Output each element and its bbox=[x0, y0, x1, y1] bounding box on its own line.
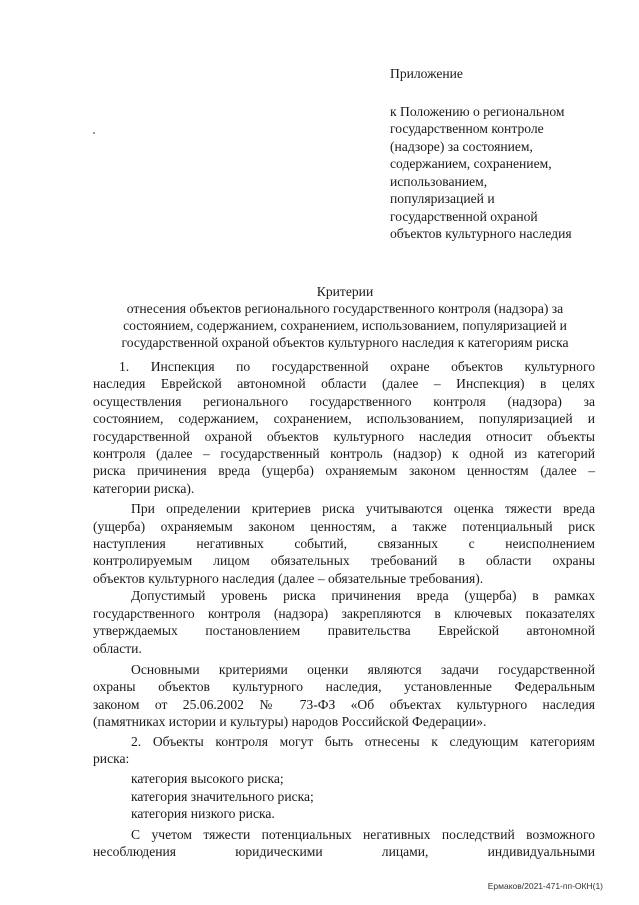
scan-speck bbox=[93, 132, 95, 134]
appendix-line: (надзоре) за состоянием, bbox=[390, 138, 533, 154]
text-line: категории риска). bbox=[93, 480, 195, 496]
appendix-line: объектов культурного наследия bbox=[390, 226, 572, 241]
text-line: государственной охраной объектов культурного наследия относит объекты bbox=[93, 428, 595, 444]
text-line: контроля (далее – государственный контроль (надзор) к одной из категорий bbox=[93, 446, 595, 462]
appendix-line: популяризацией и bbox=[390, 191, 495, 206]
document-subtitle bbox=[85, 300, 605, 351]
text-line: государственного контроля (надзора) закрепляются в ключевых показателях bbox=[93, 605, 595, 621]
document-code-footer: Ермаков/2021-471-пп-ОКН(1) bbox=[487, 881, 603, 891]
paragraph-3 bbox=[93, 587, 595, 657]
risk-category-item: категория низкого риска. bbox=[131, 806, 275, 822]
paragraph-5 bbox=[93, 733, 595, 768]
appendix-block bbox=[390, 65, 620, 243]
text-line: утверждаемых постановлением правительства Еврейской автономной bbox=[93, 623, 595, 639]
text-line: состоянием, содержанием, сохранением, использованием, популяризацией и bbox=[93, 411, 595, 427]
text-line: Допустимый уровень риска причинения вреда (ущерба) в рамках bbox=[131, 588, 595, 604]
text-line: риска причинения вреда (ущерба) охраняемым законом ценностям (далее – bbox=[93, 463, 595, 479]
text-line: объектов культурного наследия (далее – обязательные требования). bbox=[93, 570, 484, 586]
text-line: контролируемым лицом обязательных требований в области охраны bbox=[93, 553, 595, 569]
risk-category-list bbox=[93, 770, 595, 822]
text-line: 2. Объекты контроля могут быть отнесены к следующим категориям bbox=[131, 733, 595, 749]
risk-category-item: категория значительного риска; bbox=[131, 788, 314, 804]
appendix-line: государственной охраной bbox=[390, 208, 538, 224]
appendix-line: содержанием, сохранением, bbox=[390, 156, 552, 171]
text-line: охраны объектов культурного наследия, установленные Федеральным bbox=[93, 679, 595, 695]
subtitle-line: государственной охраной объектов культурного наследия к категориям риска bbox=[121, 335, 569, 350]
text-line: При определении критериев риска учитываются оценка тяжести вреда bbox=[131, 501, 595, 517]
text-line: законом от 25.06.2002 № 73-ФЗ «Об объектах культурного наследия bbox=[93, 696, 595, 712]
subtitle-line: состоянием, содержанием, сохранением, использованием, популяризацией и bbox=[123, 318, 567, 333]
text-line: несоблюдения юридическими лицами, индивидуальными bbox=[93, 843, 595, 859]
paragraph-2 bbox=[93, 500, 595, 587]
document-title: Критерии bbox=[316, 284, 374, 299]
text-line: области. bbox=[93, 640, 142, 656]
text-line: 1. Инспекция по государственной охране объектов культурного bbox=[119, 359, 595, 374]
paragraph-1 bbox=[93, 358, 595, 497]
appendix-line: использованием, bbox=[390, 173, 488, 189]
text-line: осуществления регионального государственного контроля (надзора) за bbox=[93, 393, 595, 409]
appendix-line: государственном контроле bbox=[390, 121, 544, 136]
text-line: (памятниках истории и культуры) народов Российской Федерации». bbox=[93, 714, 487, 730]
document-body bbox=[93, 358, 595, 860]
text-line: наступления негативных событий, связанных с неисполнением bbox=[93, 536, 595, 552]
paragraph-6 bbox=[93, 826, 595, 861]
text-line: (ущерба) охраняемым законом ценностям, а также потенциальный риск bbox=[93, 518, 595, 534]
appendix-line: к Положению о региональном bbox=[390, 103, 565, 119]
subtitle-line: отнесения объектов регионального государственного контроля (надзора) за bbox=[126, 301, 564, 316]
paragraph-4 bbox=[93, 661, 595, 731]
text-line: наследия Еврейской автономной области (далее – Инспекция) в целях bbox=[93, 376, 595, 392]
text-line: Основными критериями оценки являются задачи государственной bbox=[131, 661, 595, 677]
text-line: С учетом тяжести потенциальных негативных последствий возможного bbox=[131, 826, 595, 842]
text-line: риска: bbox=[93, 750, 130, 766]
risk-category-item: категория высокого риска; bbox=[131, 771, 284, 787]
appendix-title: Приложение bbox=[390, 66, 463, 81]
